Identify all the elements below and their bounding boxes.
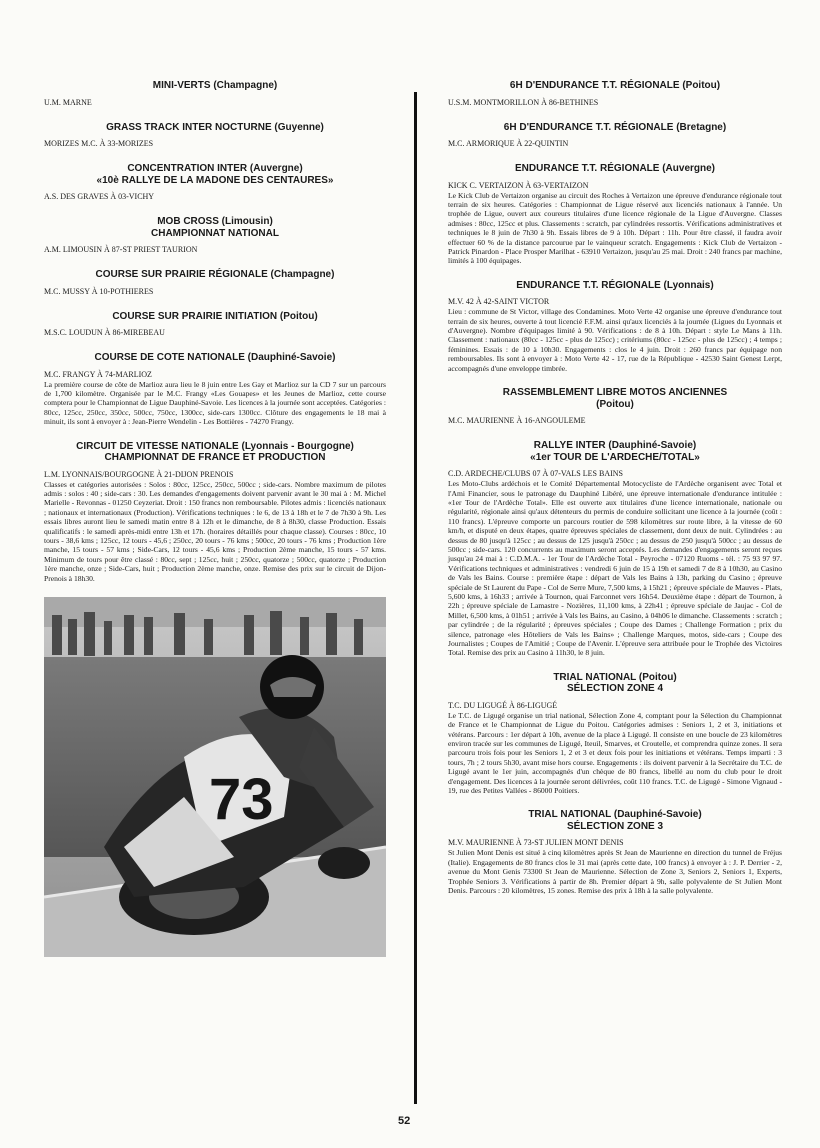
event-title-line: «1er TOUR DE L'ARDECHE/TOTAL» <box>530 451 700 463</box>
event-title <box>448 80 782 92</box>
organizer: KICK C. VERTAIZON À 63-VERTAIZON <box>448 180 589 190</box>
organizer: M.C. ARMORIQUE À 22-QUINTIN <box>448 139 569 148</box>
event-section <box>448 163 782 266</box>
event-section <box>44 441 386 583</box>
event-details: Le T.C. de Ligugé organise un trial national, Sélection Zone 4, comptant pour la Sélection du Championnat de France et le Championnat de Ligue du Poitou. Catégories admises : Seniors 1, 2 et 3, initiations et vétérans. Parcours : 1er départ à 10h, avenue de la place à Ligugé. Il consiste en une boucle de 23 kilomètres environ tracée sur les communes de Ligugé, Iteuil, Smarves, et Croutelle, et comprendra quinze zones. Il sera parcouru trois fois pour les Seniors 1, 2 et 3 et deux fois pour les initiations et vétérans. Temps imparti : 3 tours, 7h ; 2 tours 5h30, avant mise hors course. Engagements : ils doivent parvenir à la Secrétaire du T.C. de Ligugé avant le 1er juin, accompagnés d'un chèque de 80 francs, libellé au nom du club pour le droit d'engagement. Des licences à la journée seront délivrées, coût 110 francs. T.C. de Ligugé - Simone Vignaud - 19, rue des Petites Vallées - 86000 Poitiers. <box>448 710 782 796</box>
event-title-line: TRIAL NATIONAL (Poitou) <box>553 671 677 683</box>
event-title <box>44 311 386 323</box>
event-section <box>448 387 782 426</box>
event-title-line: COURSE SUR PRAIRIE INITIATION (Poitou) <box>112 310 318 322</box>
organizer: M.V. 42 À 42-SAINT VICTOR <box>448 297 550 307</box>
event-details: La première course de côte de Marlioz aura lieu le 8 juin entre Les Gay et Marlioz sur la CD 7 sur un parcours de 1,700 kilomètre. Organisée par le M.C. Frangy «Les Gouapes» et les Jeunes de Marlioz, cette course comptera pour le Championnat de Ligue Dauphiné-Savoie. Les licences à la journée sont acceptées. Catégories : 80cc, 125cc, 250cc, 350cc, 500cc, 750cc, 1300cc, side-cars 1300cc. Clôture des engagements le 18 mai à minuit, ils sont à envoyer à : Jean-Pierre Wendelin - Les Bottières - 74270 Frangy. <box>44 379 386 427</box>
event-details: Lieu : commune de St Victor, village des Condamines. Moto Verte 42 organise une épreuve d'endurance tout terrain de six heures, ouverte à tout licencié F.F.M. ainsi qu'aux licenciés à la journée (Ligues du Lyonnais et d'Auvergne). Nombre d'équipages limité à 90. Vérifications : de 8 à 10h. Départ : style Le Mans à 11h. Classement : nationaux (80cc - 125cc - plus de 125cc) ; critériums (80cc - 125cc - plus de 125cc) ; 4 temps ; féminines. Essais : de 10 à 10h30. Engagements : clos le 4 juin. Droit : 260 francs par équipage non remboursables. Ils sont à envoyer à : Moto Verte 42 - 17, rue de la République - 42530 Saint Genest Lerpt, accompagnés d'une enveloppe timbrée. <box>448 307 782 373</box>
event-details: Le Kick Club de Vertaizon organise au circuit des Roches à Vertaizon une épreuve d'endurance régionale tout terrain de six heures. Catégories : Championnat de Ligue réservé aux licenciés nationaux à l'année. Un trophée de Ligue, ouvert aux coureurs titulaires d'une licence régionale de la Ligue d'Auvergne. Classes admises : 80cc, 125cc et plus. Classements : scratch, par cylindrées ressortis. Vérifications administratives et techniques le 8 juin de 7h30 à 9h. Essais libres de 9 à 10h. Départ : 11h. Pour être classé, il faudra avoir effectuer 60 % de la distance parcourue par le vainqueur scratch. Engagements : Kick Club de Vertaizon - Patrick Pinardon - Place Prosper Marilhat - 63910 Vertaizon, jusqu'au 25 mai. Droit : 240 francs par machine, limités à 100 équipages. <box>448 190 782 266</box>
event-section <box>44 311 386 339</box>
organizer: MORIZES M.C. À 33-MORIZES <box>44 139 154 148</box>
event-title <box>448 672 782 695</box>
organizer: M.C. FRANGY À 74-MARLIOZ <box>44 369 152 379</box>
event-details: Les Moto-Clubs ardéchois et le Comité Départemental Motocycliste de l'Ardèche organisent avec Total et l'Ami Financier, sous le patronage du Dauphiné Libéré, une épreuve internationale d'endurance intitulée : «1er Tour de l'Ardèche Total». Elle est ouverte aux titulaires d'une licence internationale, nationale ou régularité, régionale ainsi qu'aux détenteurs du permis de conduire sollicitant une licence à la journée (coût : 110 francs). L'épreuve comporte un parcours routier de 598 kilomètres sur route libre, à la vitesse de 60 km/h, et disputé en deux étapes, quatre épreuves spéciales de classement, dont deux de nuit. Cylindrées : au dessus de 80 jusqu'à 125cc ; au dessus de 125 jusqu'à 250cc ; au dessus de 250 jusqu'à 500cc ; au dessus de 500cc ; side-cars. 120 concurrents au maximum seront acceptés. Les demandes d'engagements seront reçues jusqu'au 24 mai à : C.D.M.A. - 1er Tour de l'Ardèche Total - Peyroche - 07120 Ruoms - tél. : 75 93 97 97. Vérifications techniques et administratives : vendredi 6 juin de 15 à 19h et samedi 7 de 8 à 10h30, au Casino de Vals les Bains. Course : première étape : départ de Vals les Bains à 13h, parking du Casino ; épreuve spéciale de St Laurent du Pape - Col de Serre Mure, 7,500 kms, à 15h21 ; épreuve spéciale de Mauves - Plats, 5,600 kms, à 16h33 ; arrivée à Tournon, quai Farconnet vers 16h54. Deuxième étape : départ de Tournon, à 22h ; épreuve spéciale de Lamastre - Nozières, 11,100 kms, à 22h41 ; épreuve spéciale de Jaujac - Col de Millet, 6,500 kms, à 01h51 ; arrivée à Vals les Bains, au Casino, à 04h06 le dimanche. Classements : scratch ; par cylindrée ; de la régularité ; épreuves spéciales ; Coupe des Dames ; Challenge Formation ; prix du silence, patronage «les Hôteliers de Vals les Bains» ; Challenge Marques, motos, side-cars ; Coupe des Journalistes ; Coupes de l'Amitié ; Coupe de l'Avenir. L'épreuve sera attribuée pour le Trophée des Victoires Total. Remise des prix au Casino à 11h30, le 8 juin. <box>448 479 782 658</box>
event-section <box>448 809 782 895</box>
event-title-line: SÉLECTION ZONE 3 <box>566 820 664 832</box>
event-title <box>448 280 782 292</box>
event-title-line: SÉLECTION ZONE 4 <box>566 683 664 695</box>
organizer: U.M. MARNE <box>44 97 92 107</box>
event-title <box>448 387 782 410</box>
column-divider <box>414 92 417 1104</box>
event-section <box>44 269 386 297</box>
organizer: L.M. LYONNAIS/BOURGOGNE À 21-DIJON PRENOIS <box>44 469 234 479</box>
event-title <box>44 80 386 92</box>
organizer: M.V. MAURIENNE À 73-ST JULIEN MONT DENIS <box>448 838 624 848</box>
event-title-line: «10è RALLYE DE LA MADONE DES CENTAURES» <box>96 174 334 186</box>
left-column <box>44 80 386 957</box>
event-title-line: RALLYE INTER (Dauphiné-Savoie) <box>533 440 697 452</box>
event-title-line: RASSEMBLEMENT LIBRE MOTOS ANCIENNES <box>502 387 728 399</box>
event-title <box>448 440 782 463</box>
event-section <box>44 80 386 108</box>
organizer: U.S.M. MONTMORILLON À 86-BETHINES <box>448 97 599 107</box>
event-title-line: CHAMPIONNAT NATIONAL <box>151 227 279 239</box>
event-title-line: COURSE DE COTE NATIONALE (Dauphiné-Savoie) <box>94 352 336 363</box>
event-title-line: ENDURANCE T.T. RÉGIONALE (Auvergne) <box>514 163 715 174</box>
event-title <box>44 122 386 134</box>
event-title <box>448 122 782 134</box>
race-photo <box>44 597 386 957</box>
event-title-line: MINI-VERTS (Champagne) <box>152 80 278 91</box>
event-details: Classes et catégories autorisées : Solos : 80cc, 125cc, 250cc, 500cc ; side-cars. Nombre maximum de pilotes admis : solos : 40 ; side-cars : 30. Les demandes d'engagements doivent parvenir avant le 30 mai à : M. Michel Marielle - Revonnas - 01250 Ceyzeriat. Droit : 150 francs non remboursable. Pilotes admis : licenciés nationaux ; nationaux et internationaux (Production). Vérifications techniques : le 6, de 13 à 18h et le 7 de 7h30 à 9h. Les essais libres auront lieu le samedi matin entre 8 à 12h et le dimanche, de 8 à 8h30, classe Production. Essais qualificatifs : le samedi après-midi entre 13h et 17h. (horaires détaillés pour chaque classe). Courses : 80cc, 10 tours - 38,6 kms ; 125cc, 12 tours - 45,6 ; 250cc, 20 tours - 76 kms ; 500cc, 20 tours - 76 kms ; Production 1ère manche, 15 tours - 57 kms ; Side-Cars, 12 tours - 45,6 kms ; Production 2ème manche, 15 tours - 57 kms. Minimum de tours pour être classé : 80cc, sept ; 125cc, huit ; 250cc, quatorze ; 500cc, quatorze ; Production 1ère manche, onze ; Side-Cars, huit ; Production 2ème manche, onze. Remise des prix sur le circuit de Dijon-Prenois à 18h30. <box>44 479 386 583</box>
event-title-line: 6H D'ENDURANCE T.T. RÉGIONALE (Bretagne) <box>503 121 727 133</box>
right-column <box>448 80 782 910</box>
event-title-line: CONCENTRATION INTER (Auvergne) <box>127 163 303 174</box>
event-title-line: COURSE SUR PRAIRIE RÉGIONALE (Champagne) <box>95 269 335 280</box>
event-title <box>44 352 386 364</box>
event-title-line: GRASS TRACK INTER NOCTURNE (Guyenne) <box>106 121 324 133</box>
organizer: M.S.C. LOUDUN À 86-MIREBEAU <box>44 328 165 337</box>
event-section <box>448 440 782 658</box>
event-section <box>448 122 782 150</box>
event-title-line: (Poitou) <box>596 398 634 410</box>
event-section <box>44 163 386 202</box>
event-title <box>448 163 782 175</box>
event-title <box>44 216 386 239</box>
event-title-line: CIRCUIT DE VITESSE NATIONALE (Lyonnais - Bourgogne) <box>76 440 354 452</box>
organizer: A.M. LIMOUSIN À 87-ST PRIEST TAURION <box>44 245 198 254</box>
event-title-line: ENDURANCE T.T. RÉGIONALE (Lyonnais) <box>516 279 714 291</box>
organizer: M.C. MAURIENNE À 16-ANGOULEME <box>448 416 586 426</box>
event-section <box>44 216 386 255</box>
event-title-line: MOB CROSS (Limousin) <box>157 216 273 227</box>
organizer: C.D. ARDECHE/CLUBS 07 À 07-VALS LES BAINS <box>448 469 623 479</box>
event-title <box>448 809 782 832</box>
bike-number: 73 <box>209 767 274 832</box>
event-title <box>44 163 386 186</box>
event-details: St Julien Mont Denis est situé à cinq kilomètres après St Jean de Maurienne en direction du tunnel de Fréjus (Italie). Engagements de 80 francs clos le 31 mai (après cette date, 100 francs) à envoyer à : J. P. Derrier - 2, avenue du Mont Genis 73300 St Jean de Maurienne. Sélection de Zone 3, Seniors 2, Seniors 1, Experts, Trophée Seniors 3. Vérifications à partir de 8h. Premier départ à 9h, salle polyvalente de St Julien Mont Denis. Parcours : 20 kilomètres, 15 zones. Remise des prix à 18h à la salle polyvalente. <box>448 848 782 896</box>
event-title <box>44 441 386 464</box>
event-title-line: TRIAL NATIONAL (Dauphiné-Savoie) <box>528 809 702 821</box>
organizer: M.C. MUSSY À 10-POTHIERES <box>44 286 154 296</box>
page-number: 52 <box>398 1115 411 1127</box>
event-section <box>448 672 782 796</box>
event-section <box>44 122 386 150</box>
event-title-line: 6H D'ENDURANCE T.T. RÉGIONALE (Poitou) <box>509 80 721 91</box>
event-title <box>44 269 386 281</box>
event-title-line: CHAMPIONNAT DE FRANCE ET PRODUCTION <box>104 452 326 464</box>
organizer: A.S. DES GRAVES À 03-VICHY <box>44 192 155 201</box>
event-section <box>448 80 782 108</box>
event-section <box>448 280 782 373</box>
organizer: T.C. DU LIGUGÉ À 86-LIGUGÉ <box>448 700 558 710</box>
motorcycle-racer-image <box>44 597 386 957</box>
event-section <box>44 352 386 427</box>
